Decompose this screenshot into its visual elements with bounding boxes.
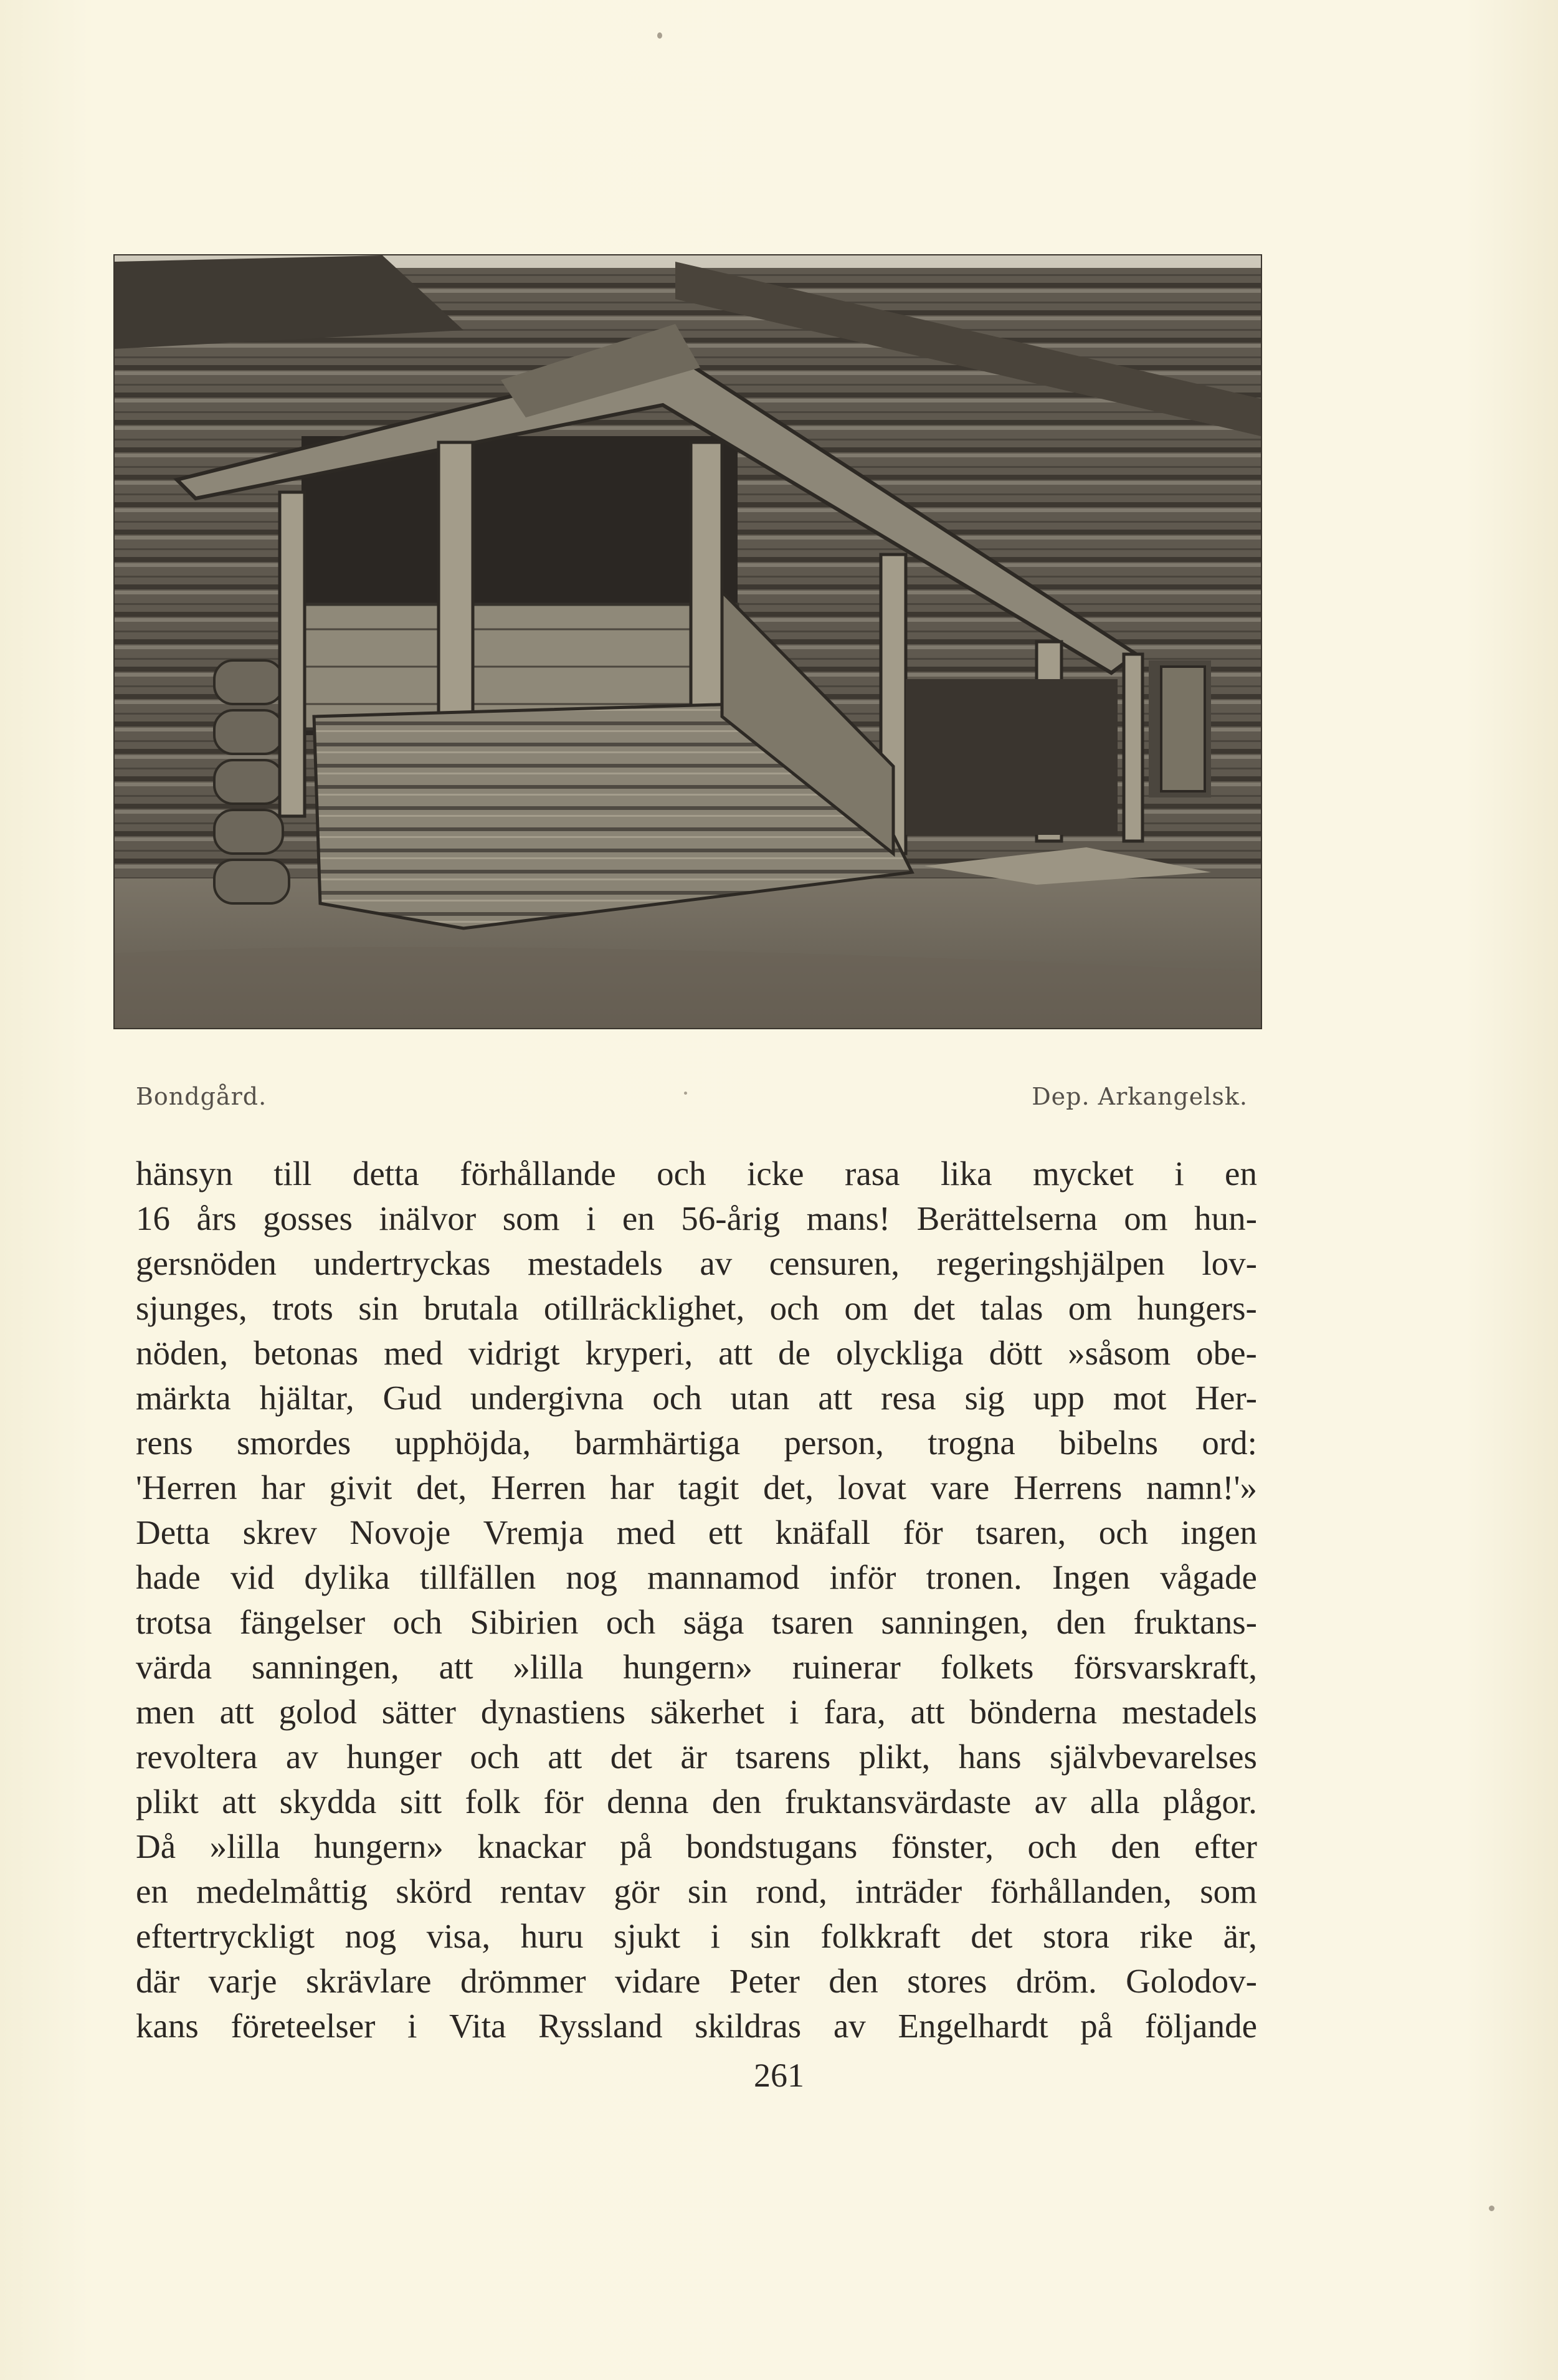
word: rond, — [756, 1872, 827, 1910]
word: sanningen, — [251, 1648, 399, 1686]
word: hungers- — [1137, 1289, 1257, 1327]
page-number: 261 — [754, 2057, 804, 2094]
word: ingen — [1180, 1513, 1257, 1551]
word: en — [622, 1199, 655, 1237]
word: medelmåttig — [196, 1872, 368, 1910]
word: på — [1080, 2007, 1113, 2045]
word: det — [610, 1738, 652, 1776]
word: att — [818, 1379, 853, 1417]
word: Då — [136, 1827, 176, 1865]
word: Gud — [382, 1379, 442, 1417]
word: som — [1200, 1872, 1257, 1910]
word: mestadels — [528, 1244, 663, 1282]
text-line — [136, 1735, 1257, 1779]
word: förhållanden, — [990, 1872, 1172, 1910]
word: sjunges, — [136, 1289, 247, 1327]
word: betonas — [254, 1334, 359, 1372]
word: att — [222, 1783, 257, 1821]
word: förhållande — [460, 1154, 616, 1192]
word: har — [610, 1468, 654, 1507]
word: en — [136, 1872, 168, 1910]
word: Vremja — [483, 1513, 584, 1551]
word: om — [844, 1289, 888, 1327]
word: de — [778, 1334, 810, 1372]
word: 16 — [136, 1199, 170, 1237]
word: i — [407, 2007, 417, 2045]
word: efter — [1194, 1827, 1257, 1865]
word: hänsyn — [136, 1154, 233, 1192]
word: dröm. — [1015, 1962, 1097, 2000]
word: i — [789, 1693, 799, 1731]
word: sanningen, — [881, 1603, 1029, 1641]
word: Vita — [449, 2007, 506, 2045]
word: gersnöden — [136, 1244, 277, 1282]
word: sin — [750, 1917, 791, 1955]
word: en — [1225, 1154, 1257, 1192]
word: att — [718, 1334, 753, 1372]
word: märkta — [136, 1379, 231, 1417]
word: det — [971, 1917, 1013, 1955]
word: det, — [416, 1468, 467, 1507]
word: »lilla — [513, 1648, 584, 1686]
text-line — [136, 1421, 1257, 1465]
word: den — [829, 1962, 878, 2000]
word: undertryckas — [313, 1244, 491, 1282]
word: mestadels — [1122, 1693, 1257, 1731]
word: lov- — [1202, 1244, 1257, 1282]
word: plikt — [136, 1783, 199, 1821]
text-line — [136, 1510, 1257, 1555]
farmhouse-photograph — [113, 254, 1262, 1029]
word: rike — [1139, 1917, 1194, 1955]
word: mycket — [1032, 1154, 1134, 1192]
word: folkets — [940, 1648, 1034, 1686]
word: 'Herren — [136, 1468, 237, 1507]
word: inträder — [855, 1872, 962, 1910]
word: inför — [829, 1558, 896, 1596]
word: fruktans- — [1133, 1603, 1257, 1641]
text-line — [136, 1376, 1257, 1421]
word: och — [606, 1603, 656, 1641]
word: hungern» — [314, 1827, 444, 1865]
word: Ryssland — [538, 2007, 663, 2045]
text-line — [136, 1914, 1257, 1959]
word: av — [833, 2007, 866, 2045]
word: om — [1068, 1289, 1113, 1327]
word: och — [470, 1738, 520, 1776]
word: bibelns — [1059, 1424, 1158, 1462]
word: Engelhardt — [898, 2007, 1048, 2045]
word: olyckliga — [835, 1334, 964, 1372]
word: att — [219, 1693, 254, 1731]
word: sätter — [381, 1693, 456, 1731]
word: rentav — [500, 1872, 586, 1910]
word: undergivna — [470, 1379, 624, 1417]
word: och — [652, 1379, 702, 1417]
word: Sibirien — [470, 1603, 579, 1641]
word: resa — [881, 1379, 936, 1417]
word: inälvor — [379, 1199, 477, 1237]
word: obe- — [1196, 1334, 1257, 1372]
word: Novoje — [349, 1513, 451, 1551]
word: person, — [784, 1424, 884, 1462]
word: för — [543, 1783, 584, 1821]
word: hungern» — [623, 1648, 753, 1686]
word: tagit — [678, 1468, 739, 1507]
word: brutala — [423, 1289, 519, 1327]
word: värda — [136, 1648, 212, 1686]
word: Berättelserna — [916, 1199, 1098, 1237]
word: hans — [958, 1738, 1022, 1776]
word: icke — [746, 1154, 804, 1192]
text-line — [136, 1196, 1257, 1241]
word: att — [910, 1693, 945, 1731]
word: Ingen — [1052, 1558, 1131, 1596]
text-line — [136, 2004, 1257, 2049]
word: ruinerar — [792, 1648, 901, 1686]
word: Herren — [490, 1468, 586, 1507]
word: det, — [763, 1468, 814, 1507]
word: hun- — [1194, 1199, 1257, 1237]
word: skildras — [695, 2007, 802, 2045]
word: vidare — [615, 1962, 701, 2000]
word: mans! — [806, 1199, 891, 1237]
word: otillräcklighet, — [543, 1289, 745, 1327]
word: skydda — [279, 1783, 377, 1821]
word: varje — [208, 1962, 277, 2000]
word: stora — [1043, 1917, 1109, 1955]
photo-caption-location: Dep. Arkangelsk. — [1032, 1083, 1248, 1110]
word: säga — [683, 1603, 744, 1641]
word: tsaren — [771, 1603, 854, 1641]
word: upphöjda, — [394, 1424, 531, 1462]
text-line — [136, 1241, 1257, 1286]
word: sig — [964, 1379, 1005, 1417]
word: vidrigt — [468, 1334, 560, 1372]
word: men — [136, 1693, 195, 1731]
word: nog — [344, 1917, 397, 1955]
word: dylika — [304, 1558, 390, 1596]
word: knäfall — [775, 1513, 871, 1551]
word: fängelser — [239, 1603, 366, 1641]
word: plågor. — [1162, 1783, 1257, 1821]
word: tsaren, — [976, 1513, 1066, 1551]
word: hjältar, — [259, 1379, 354, 1417]
word: den — [1111, 1827, 1161, 1865]
paper-speck — [1489, 2206, 1494, 2211]
word: vid — [230, 1558, 275, 1596]
text-line — [136, 1645, 1257, 1690]
word: den — [711, 1783, 762, 1821]
word: i — [586, 1199, 596, 1237]
word: trotsa — [136, 1603, 212, 1641]
word: rasa — [845, 1154, 900, 1192]
word: nöden, — [136, 1334, 229, 1372]
word: och — [1027, 1827, 1077, 1865]
word: den — [1056, 1603, 1106, 1641]
word: sitt — [399, 1783, 442, 1821]
word: golod — [278, 1693, 357, 1731]
word: års — [196, 1199, 237, 1237]
farmhouse-illustration — [115, 255, 1261, 1028]
word: Peter — [729, 1962, 800, 2000]
text-line — [136, 1690, 1257, 1735]
word: plikt, — [858, 1738, 931, 1776]
text-line — [136, 1286, 1257, 1331]
word: trots — [272, 1289, 333, 1327]
word: smordes — [236, 1424, 351, 1462]
word: regeringshjälpen — [936, 1244, 1165, 1282]
text-line — [136, 1331, 1257, 1376]
word: det — [913, 1289, 956, 1327]
word: försvarskraft, — [1073, 1648, 1257, 1686]
word: kryperi, — [585, 1334, 693, 1372]
word: knackar — [477, 1827, 586, 1865]
word: givit — [329, 1468, 392, 1507]
word: »såsom — [1068, 1334, 1171, 1372]
word: Golodov- — [1126, 1962, 1257, 2000]
word: denna — [607, 1783, 689, 1821]
word: gosses — [263, 1199, 353, 1237]
word: drömmer — [460, 1962, 586, 2000]
word: av — [285, 1738, 318, 1776]
paper-speck — [657, 32, 662, 39]
word: företeelser — [230, 2007, 376, 2045]
body-text — [136, 1151, 1257, 2049]
word: följande — [1144, 2007, 1257, 2045]
word: för — [903, 1513, 943, 1551]
word: Detta — [136, 1513, 211, 1551]
text-line — [136, 1779, 1257, 1824]
word: sin — [687, 1872, 728, 1910]
word: trogna — [928, 1424, 1015, 1462]
word: och — [769, 1289, 819, 1327]
word: kans — [136, 2007, 199, 2045]
text-line — [136, 1555, 1257, 1600]
word: sjukt — [614, 1917, 681, 1955]
word: barmhärtiga — [574, 1424, 741, 1462]
word: skrev — [242, 1513, 317, 1551]
word: namn!'» — [1146, 1468, 1257, 1507]
word: skörd — [396, 1872, 472, 1910]
word: lovat — [837, 1468, 906, 1507]
word: fara, — [824, 1693, 886, 1731]
word: mannamod — [647, 1558, 800, 1596]
word: nog — [566, 1558, 617, 1596]
word: bönderna — [969, 1693, 1098, 1731]
word: Herrens — [1014, 1468, 1123, 1507]
word: bondstugans — [686, 1827, 858, 1865]
word: tronen. — [926, 1558, 1022, 1596]
word: revoltera — [136, 1738, 258, 1776]
text-line — [136, 1824, 1257, 1869]
word: censuren, — [769, 1244, 900, 1282]
word: där — [136, 1962, 180, 2000]
word: och — [392, 1603, 442, 1641]
word: eftertryckligt — [136, 1917, 315, 1955]
word: med — [384, 1334, 443, 1372]
word: har — [261, 1468, 305, 1507]
photo-caption-title: Bondgård. — [136, 1083, 267, 1110]
word: hade — [136, 1558, 201, 1596]
text-line — [136, 1600, 1257, 1645]
word: ett — [708, 1513, 743, 1551]
word: visa, — [426, 1917, 491, 1955]
word: hunger — [346, 1738, 442, 1776]
text-line — [136, 1151, 1257, 1196]
word: fönster, — [891, 1827, 994, 1865]
paper-speck — [684, 1092, 687, 1095]
word: utan — [730, 1379, 790, 1417]
text-line — [136, 1959, 1257, 2004]
word: om — [1124, 1199, 1168, 1237]
word: vare — [930, 1468, 990, 1507]
word: folk — [465, 1783, 521, 1821]
word: 56-årig — [681, 1199, 781, 1237]
word: detta — [352, 1154, 419, 1192]
word: mot — [1113, 1379, 1167, 1417]
word: att — [439, 1648, 473, 1686]
word: skrävlare — [306, 1962, 432, 2000]
word: upp — [1033, 1379, 1085, 1417]
word: är, — [1223, 1917, 1257, 1955]
word: till — [273, 1154, 312, 1192]
word: alla — [1090, 1783, 1140, 1821]
word: lika — [941, 1154, 992, 1192]
word: att — [548, 1738, 582, 1776]
word: vågade — [1160, 1558, 1257, 1596]
word: som — [502, 1199, 560, 1237]
word: folkkraft — [820, 1917, 941, 1955]
text-line — [136, 1465, 1257, 1510]
word: rens — [136, 1424, 193, 1462]
word: ord: — [1202, 1424, 1257, 1462]
word: säkerhet — [650, 1693, 765, 1731]
word: sin — [358, 1289, 399, 1327]
word: tsarens — [735, 1738, 831, 1776]
word: dött — [989, 1334, 1043, 1372]
word: av — [1034, 1783, 1067, 1821]
text-line — [136, 1869, 1257, 1914]
word: och — [1098, 1513, 1149, 1551]
word: Her- — [1195, 1379, 1257, 1417]
word: »lilla — [209, 1827, 280, 1865]
word: gör — [614, 1872, 660, 1910]
word: tillfällen — [419, 1558, 536, 1596]
word: på — [619, 1827, 652, 1865]
word: fruktansvärdaste — [784, 1783, 1012, 1821]
word: i — [710, 1917, 720, 1955]
word: talas — [980, 1289, 1043, 1327]
word: är — [680, 1738, 708, 1776]
word: självbevarelses — [1049, 1738, 1257, 1776]
word: av — [700, 1244, 733, 1282]
word: stores — [907, 1962, 987, 2000]
word: huru — [520, 1917, 584, 1955]
word: dynastiens — [480, 1693, 626, 1731]
word: med — [616, 1513, 676, 1551]
word: i — [1174, 1154, 1184, 1192]
word: och — [657, 1154, 706, 1192]
